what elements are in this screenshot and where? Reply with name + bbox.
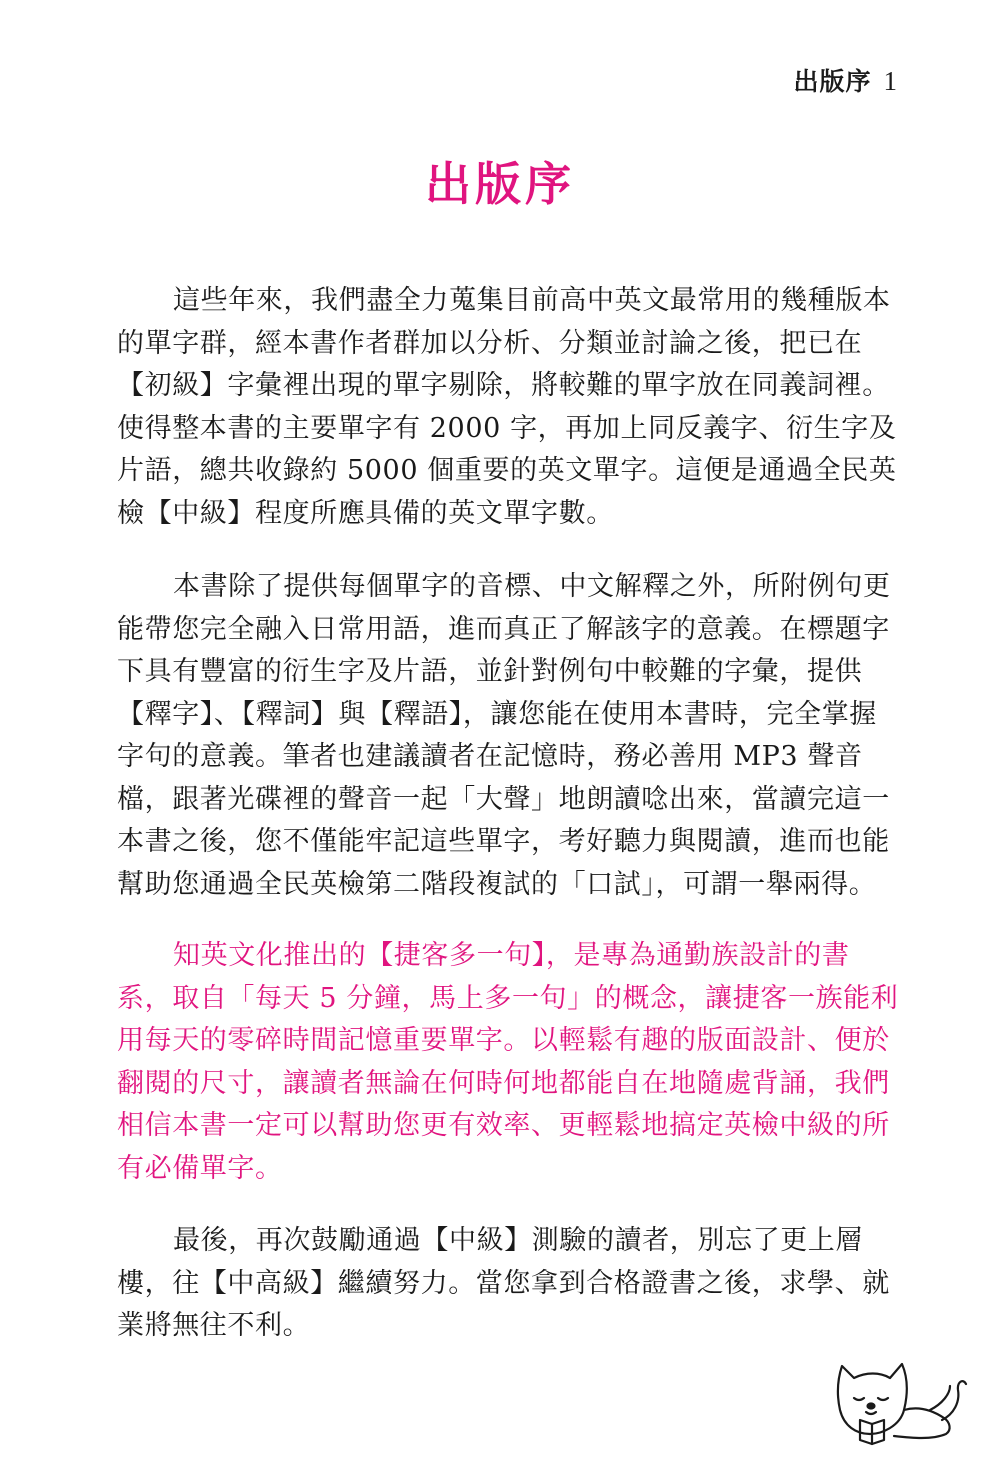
page-number: 1	[883, 66, 898, 96]
paragraph-line: 用每天的零碎時間記憶重要單字。以輕鬆有趣的版面設計、便於	[117, 1025, 890, 1056]
paragraph-line: 知英文化推出的【捷客多一句】，是專為通勤族設計的書	[173, 940, 850, 971]
paragraph-line: 字句的意義。筆者也建議讀者在記憶時，務必善用 MP3 聲音	[117, 741, 863, 772]
paragraph-line: 樓，往【中高級】繼續努力。當您拿到合格證書之後，求學、就	[117, 1267, 890, 1299]
paragraph-line: 使得整本書的主要單字有 2000 字，再加上同反義字、衍生字及	[117, 412, 897, 444]
paragraph-line: 這些年來，我們盡全力蒐集目前高中英文最常用的幾種版本	[173, 285, 891, 316]
paragraph-line: 相信本書一定可以幫助您更有效率、更輕鬆地搞定英檢中級的所	[117, 1110, 890, 1141]
paragraph-3-highlight	[117, 935, 899, 1190]
paragraph-line: 翻閱的尺寸，讓讀者無論在何時何地都能自在地隨處背誦，我們	[117, 1067, 890, 1099]
paragraph-line: 檢【中級】程度所應具備的英文單字數。	[117, 497, 614, 529]
paragraph-line: 本書之後，您不僅能牢記這些單字，考好聽力與閱讀，進而也能	[117, 826, 890, 857]
paragraph-line: 本書除了提供每個單字的音標、中文解釋之外，所附例句更	[173, 571, 891, 602]
page-title: 出版序	[425, 157, 575, 211]
paragraph-2	[117, 566, 891, 906]
paragraph-line: 下具有豐富的衍生字及片語，並針對例句中較難的字彙，提供	[117, 656, 863, 687]
sleeping-cat-reading-icon	[832, 1348, 972, 1448]
paragraph-line: 能帶您完全融入日常用語，進而真正了解該字的意義。在標題字	[117, 613, 890, 645]
paragraph-line: 的單字群，經本書作者群加以分析、分類並討論之後，把已在	[117, 327, 863, 359]
paragraph-line: 系，取自「每天 5 分鐘，馬上多一句」的概念，讓捷客一族能利	[117, 982, 899, 1014]
paragraph-1	[117, 280, 897, 535]
paragraph-line: 【釋字】、【釋詞】與【釋語】，讓您能在使用本書時，完全掌握	[117, 698, 877, 730]
running-header	[793, 62, 898, 98]
paragraph-4	[117, 1220, 890, 1348]
paragraph-line: 有必備單字。	[117, 1152, 283, 1184]
paragraph-line: 【初級】字彙裡出現的單字剔除，將較難的單字放在同義詞裡。	[117, 370, 890, 401]
paragraph-line: 幫助您通過全民英檢第二階段複試的「口試」，可謂一舉兩得。	[117, 868, 877, 900]
paragraph-line: 片語，總共收錄約 5000 個重要的英文單字。這便是通過全民英	[117, 455, 897, 486]
paragraph-line: 業將無往不利。	[117, 1310, 311, 1341]
running-header-section: 出版序	[793, 67, 872, 96]
paragraph-line: 檔，跟著光碟裡的聲音一起「大聲」地朗讀唸出來，當讀完這一	[117, 783, 890, 815]
paragraph-line: 最後，再次鼓勵通過【中級】測驗的讀者，別忘了更上層	[173, 1225, 863, 1256]
